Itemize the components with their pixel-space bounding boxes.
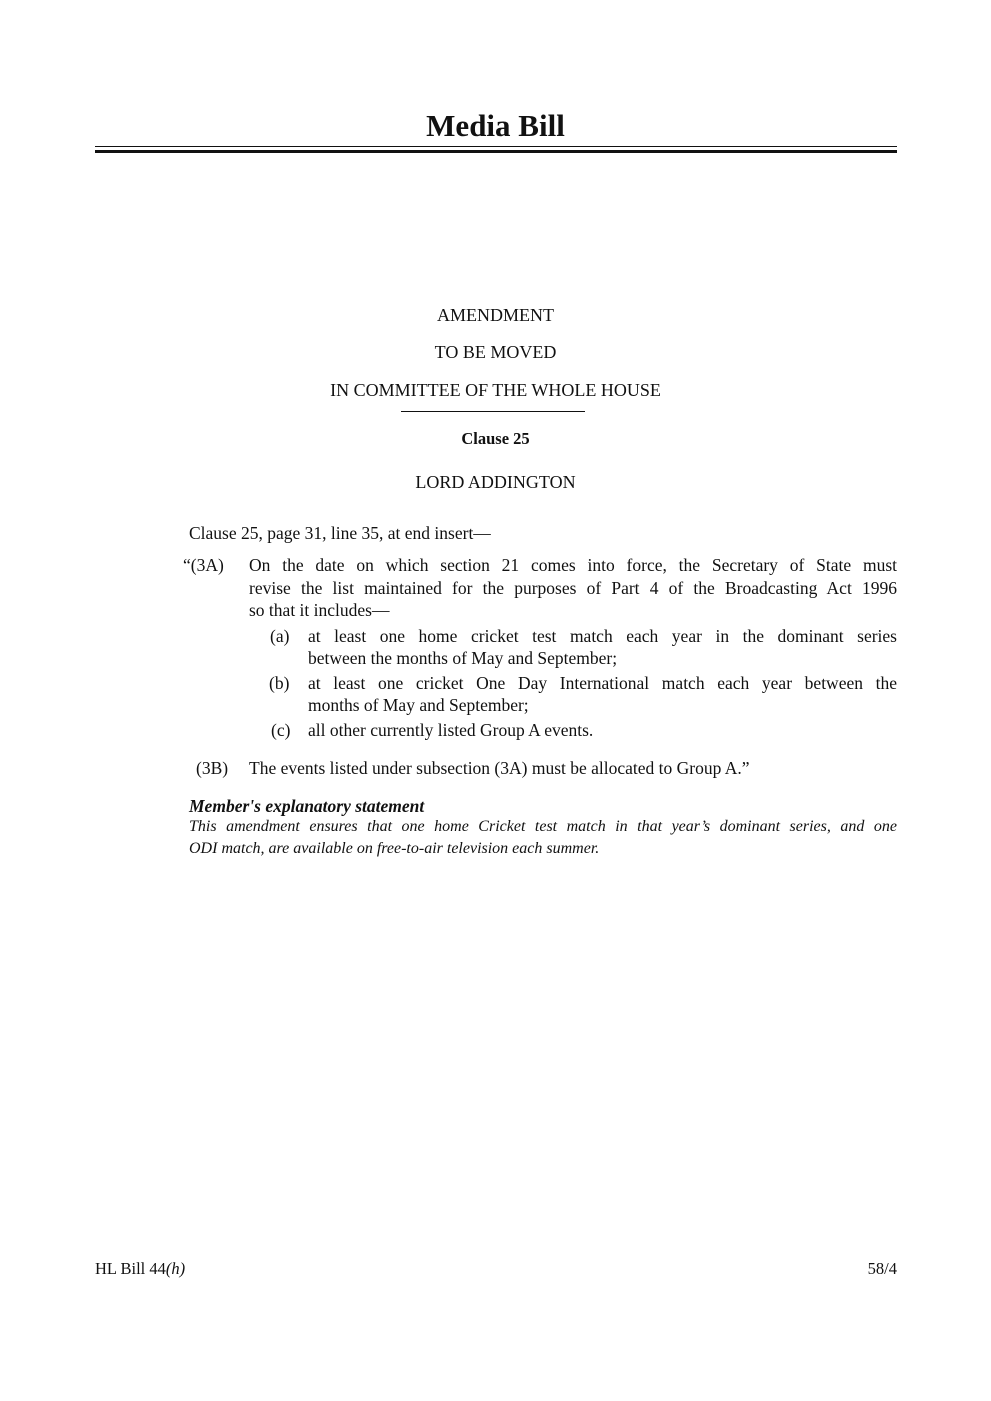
page-reference: 58/4 — [867, 1259, 897, 1278]
to-be-moved-heading: TO BE MOVED — [434, 342, 557, 362]
explanatory-line: ODI match, are available on free-to-air television each summer. — [189, 840, 600, 857]
item-c-line: all other currently listed Group A events. — [308, 720, 594, 740]
subsection-3b-text: The events listed under subsection (3A) must be allocated to Group A.” — [249, 758, 750, 778]
subsection-3b-label: (3B) — [196, 758, 229, 778]
item-b-line: at least one cricket One Day International match each year between the — [308, 673, 897, 693]
subsection-3a-line: revise the list maintained for the purposes of Part 4 of the Broadcasting Act 1996 — [249, 578, 897, 598]
item-a-label: (a) — [270, 626, 290, 646]
item-c-label: (c) — [271, 720, 291, 740]
amendment-instruction: Clause 25, page 31, line 35, at end insert— — [189, 523, 491, 543]
subsection-3a-label: “(3A) — [183, 555, 224, 575]
title-rule-thin — [95, 146, 897, 147]
title-rule-thick — [95, 150, 897, 153]
document-title: Media Bill — [426, 108, 565, 143]
explanatory-line: This amendment ensures that one home Cricket test match in that year’s dominant series, and one — [189, 818, 897, 835]
item-b-label: (b) — [269, 673, 290, 693]
bill-reference — [95, 1259, 185, 1279]
bill-suffix: (h) — [165, 1259, 186, 1278]
item-b-line: months of May and September; — [308, 695, 529, 715]
subsection-3a-line: On the date on which section 21 comes into force, the Secretary of State must — [249, 555, 897, 575]
explanatory-heading: Member's explanatory statement — [189, 796, 425, 816]
item-a-line: at least one home cricket test match each year in the dominant series — [308, 626, 897, 646]
bill-number: HL Bill 44 — [95, 1259, 166, 1278]
item-a-line: between the months of May and September; — [308, 648, 618, 668]
amendment-heading: AMENDMENT — [437, 305, 554, 325]
committee-heading: IN COMMITTEE OF THE WHOLE HOUSE — [330, 380, 661, 400]
clause-heading: Clause 25 — [461, 429, 530, 448]
subsection-3a-line: so that it includes— — [249, 600, 390, 620]
heading-divider — [401, 411, 585, 412]
member-name: LORD ADDINGTON — [415, 472, 576, 492]
